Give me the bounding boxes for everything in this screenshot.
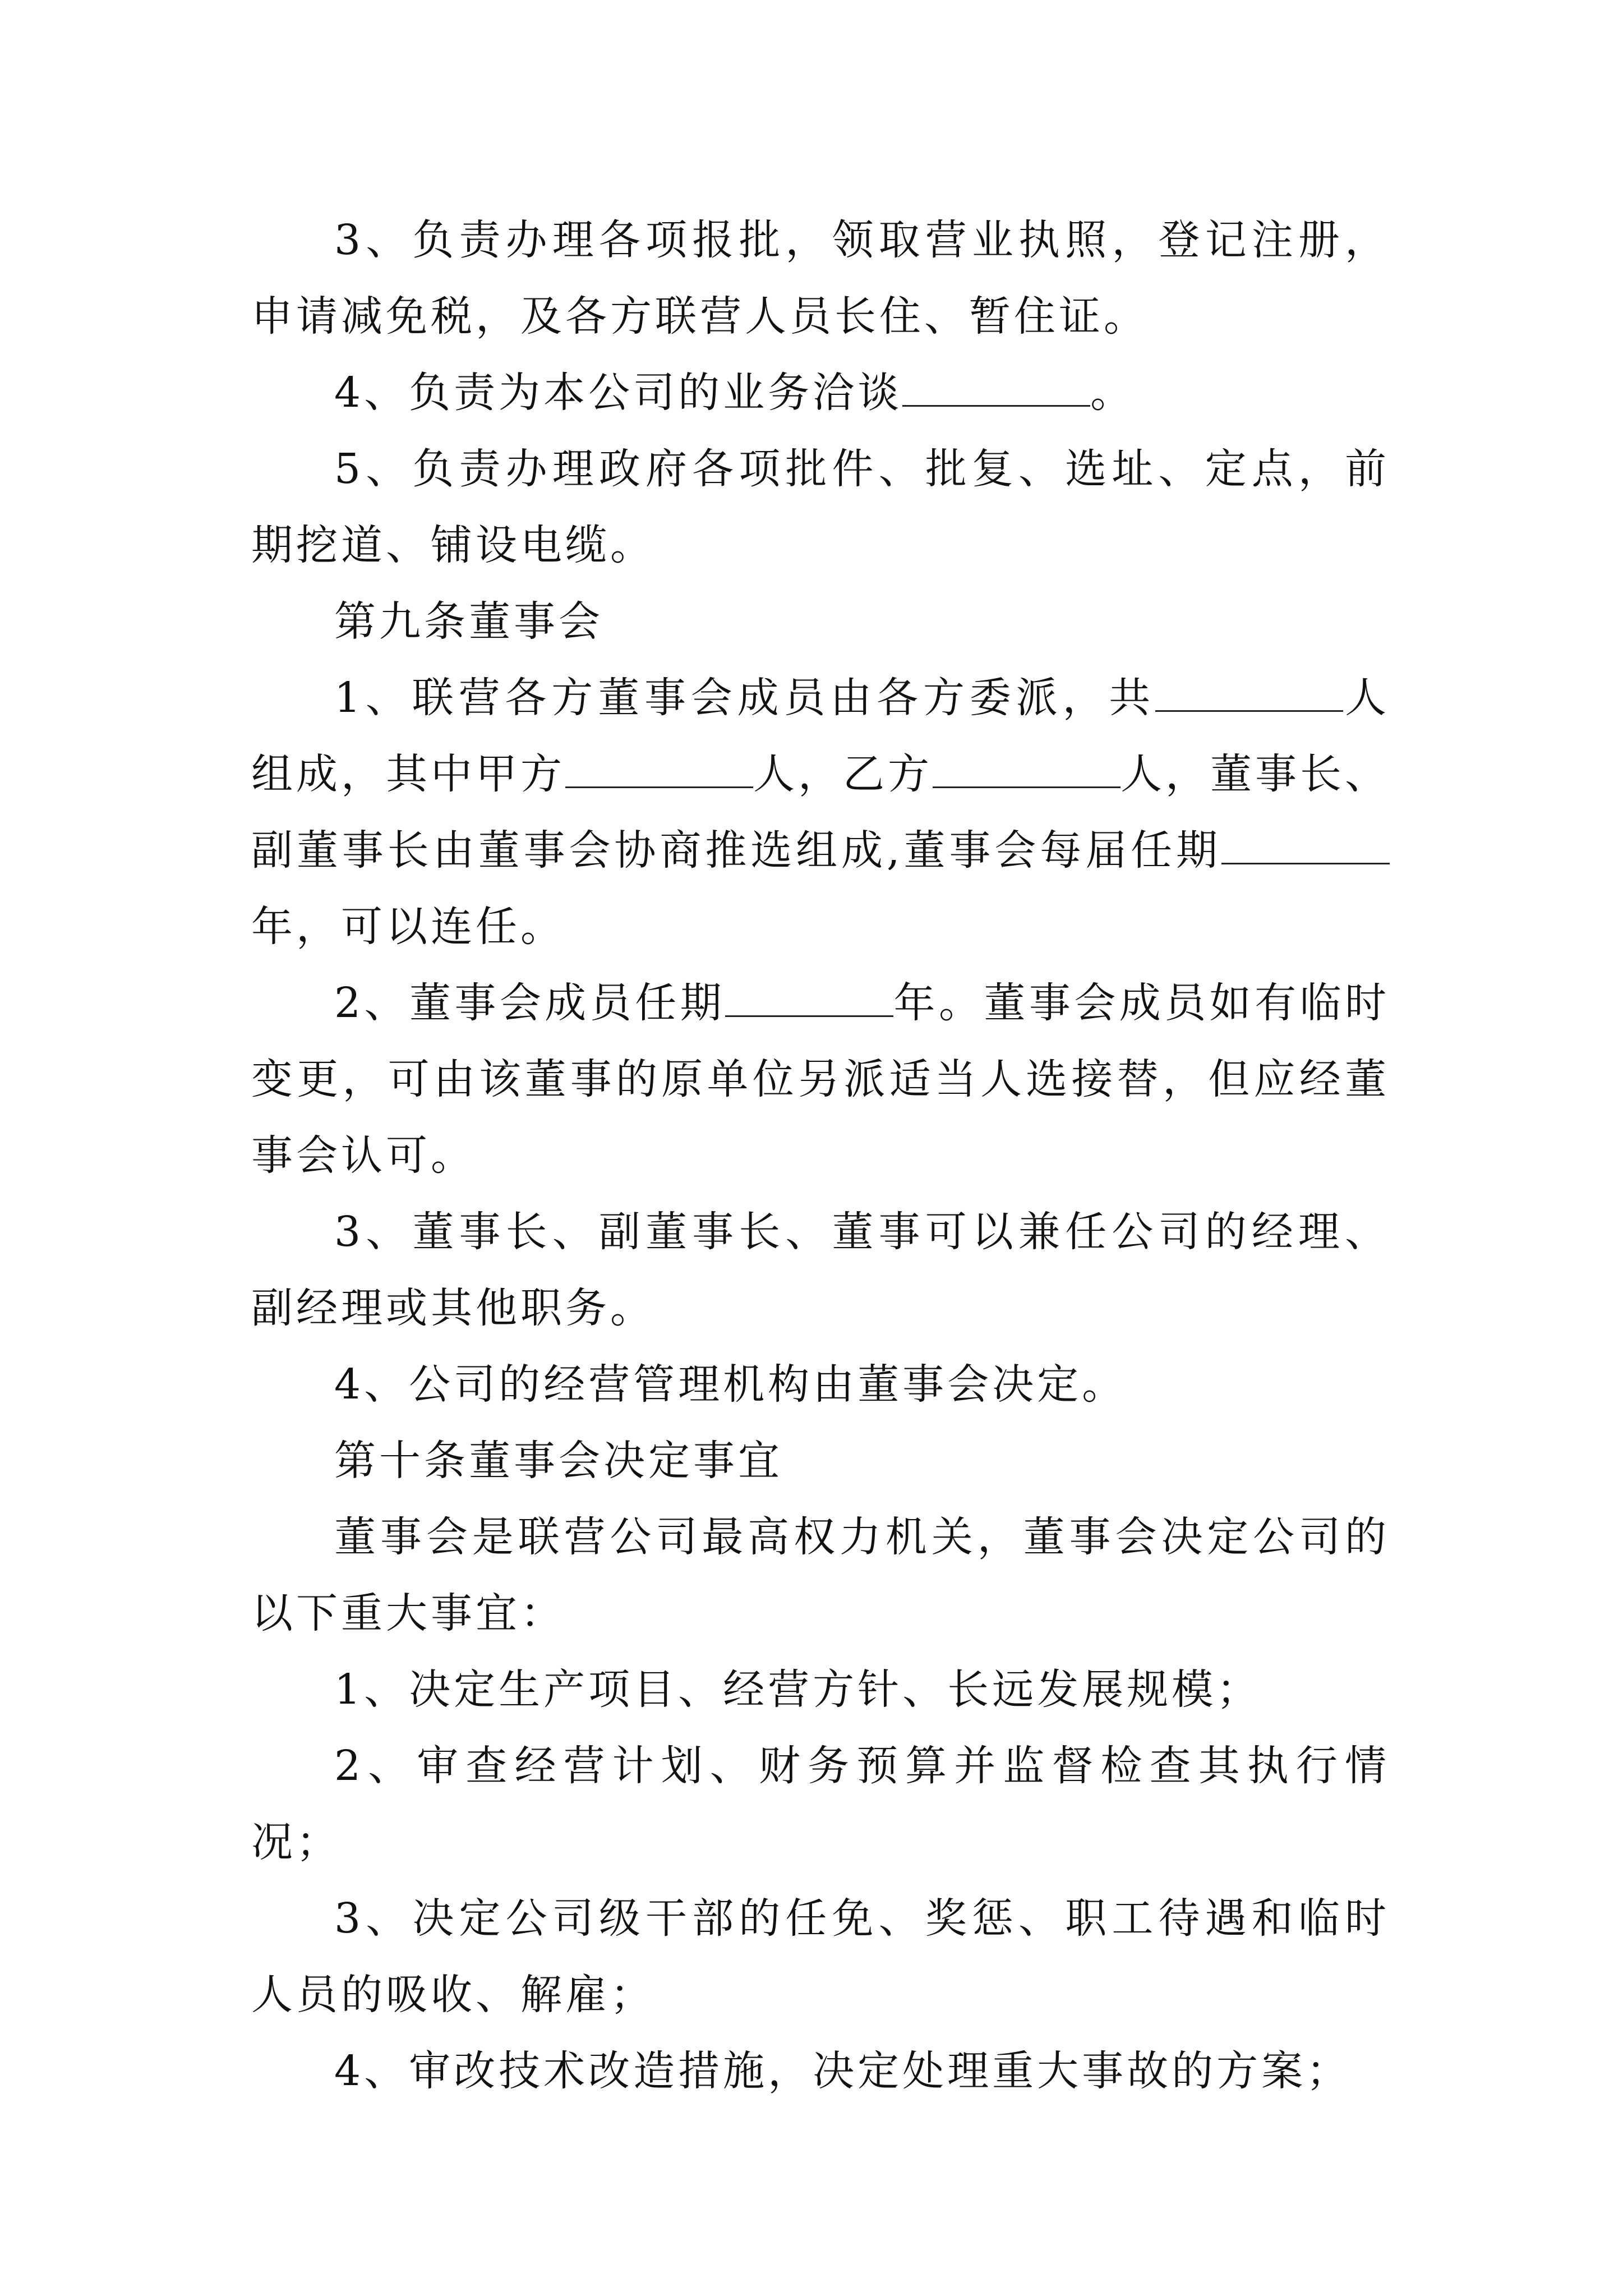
paragraph-board-composition (251, 660, 1390, 965)
paragraph-board-authority: 董事会是联营公司最高权力机关，董事会决定公司的以下重大事宜： (251, 1513, 1390, 1637)
document-page (251, 202, 1390, 2109)
text-segment: 人组成，其中甲方 (251, 674, 1390, 798)
article-heading-10: 第十条董事会决定事宜 (334, 1437, 783, 1485)
text-segment: 人，乙方 (753, 750, 933, 798)
fill-in-blank (565, 738, 753, 788)
paragraph-board-term (251, 965, 1390, 1194)
fill-in-blank (933, 738, 1121, 788)
list-item-production-projects: 1、决定生产项目、经营方针、长远发展规模； (334, 1665, 1262, 1714)
text-segment: 年，可以连任。 (251, 903, 565, 951)
fill-in-blank (725, 967, 893, 1017)
list-item-technical-reform: 4、审改技术改造措施，决定处理重大事故的方案； (334, 2047, 1352, 2095)
text-segment: 年。董事会成员如有临时变更，可由该董事的原单位另派适当人选接替，但应经董事会认可。 (251, 979, 1390, 1180)
text-segment: 2、董事会成员任期 (334, 979, 726, 1027)
list-item-personnel: 3、决定公司级干部的任免、奖惩、职工待遇和临时人员的吸收、解雇； (251, 1894, 1390, 2019)
text-segment: 4、负责为本公司的业务洽谈 (334, 369, 903, 417)
fill-in-blank (902, 357, 1090, 407)
paragraph-item-5-permits: 5、负责办理政府各项批件、批复、选址、定点，前期挖道、铺设电缆。 (251, 445, 1390, 569)
text-segment: 1、联营各方董事会成员由各方委派，共 (334, 674, 1156, 722)
paragraph-concurrent-roles: 3、董事长、副董事长、董事可以兼任公司的经理、副经理或其他职务。 (251, 1208, 1390, 1332)
paragraph-item-3-approvals: 3、负责办理各项报批，领取营业执照，登记注册，申请减免税，及各方联营人员长住、暂住证。 (251, 216, 1390, 341)
list-item-budget-review: 2、审查经营计划、财务预算并监督检查其执行情况； (251, 1742, 1390, 1866)
text-segment: 。 (1090, 369, 1136, 417)
paragraph-item-4-negotiation (251, 355, 1390, 431)
article-heading-9: 第九条董事会 (334, 597, 603, 646)
text-segment: 人，董事长、副董事长由董事会协商推选组成,董事会每届任期 (251, 750, 1390, 875)
fill-in-blank (1155, 662, 1343, 712)
paragraph-management-structure: 4、公司的经营管理机构由董事会决定。 (334, 1360, 1127, 1409)
fill-in-blank (1221, 815, 1390, 864)
